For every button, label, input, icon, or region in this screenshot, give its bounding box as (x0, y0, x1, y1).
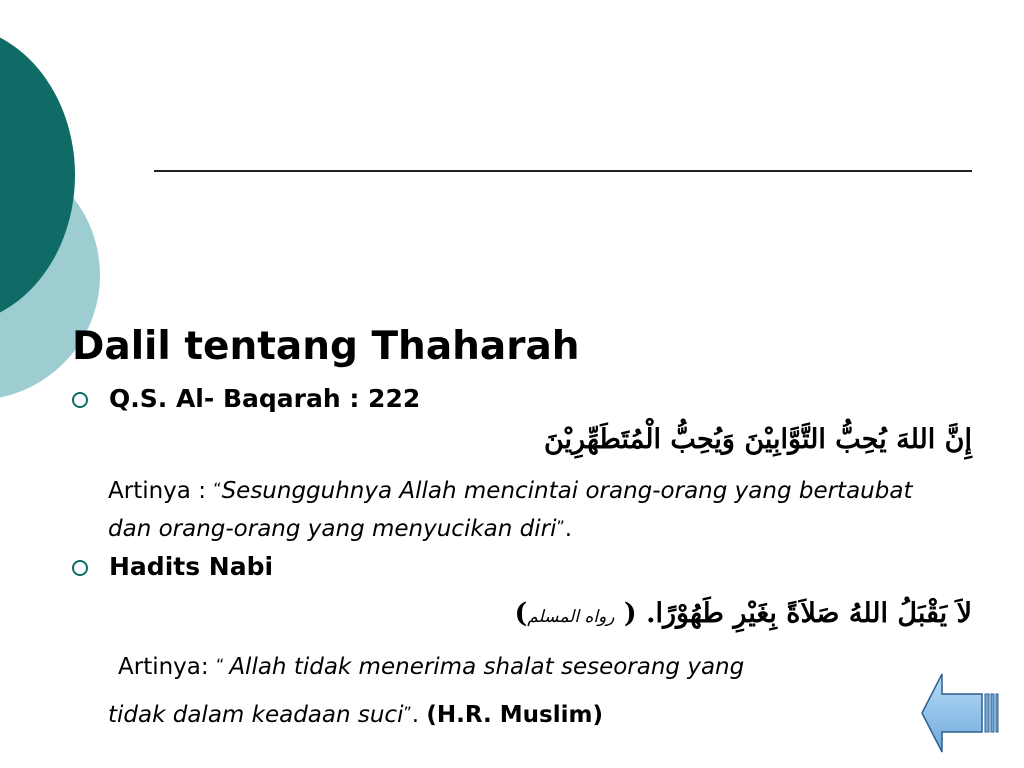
slide-title: Dalil tentang Thaharah (72, 324, 580, 369)
narrator-close: ) (514, 598, 528, 629)
translation-prefix: Artinya : (108, 478, 214, 504)
narrator-open: ( (614, 598, 647, 629)
title-divider (154, 170, 972, 172)
open-quote: “ (213, 479, 222, 498)
back-arrow-icon (920, 672, 1002, 754)
translation-prefix: Artinya: (118, 654, 216, 680)
close-quote: ” (556, 517, 565, 536)
translation-mid: . (411, 702, 427, 728)
back-button[interactable] (920, 672, 1002, 754)
arabic-verse (544, 420, 972, 460)
translation-text-1: Allah tidak menerima shalat seseorang yang (229, 654, 745, 680)
hadith-source: (H.R. Muslim) (426, 702, 603, 728)
translation-hadith-line2 (108, 695, 603, 733)
bullet-icon (72, 392, 88, 408)
bullet-icon (72, 560, 88, 576)
arabic-hadith-text: لاَ يَقْبَلُ اللهُ صَلاَةً بِغَيْرِ طَهُوْرًا. (646, 598, 972, 629)
translation-quran (108, 471, 938, 547)
close-quote: ” (403, 703, 412, 722)
translation-end: . (564, 516, 573, 542)
hadith-narrator: رواه المسلم (527, 607, 615, 627)
open-quote: “ (215, 655, 230, 674)
arabic-verse-text: إِنَّ اللهَ يُحِبُّ التَّوَّابِيْنَ وَيُحِبُّ الْمُتَطَهِّرِيْنَ (543, 424, 972, 455)
translation-text-2: tidak dalam keadaan suci (108, 702, 404, 728)
arabic-hadith (514, 592, 972, 639)
translation-text: Sesungguhnya Allah mencintai orang-orang yang bertaubat dan orang-orang yang menyucikan diri (108, 478, 913, 542)
translation-hadith-line1 (118, 647, 938, 685)
section-heading-quran: Q.S. Al- Baqarah : 222 (109, 384, 421, 413)
section-heading-hadith: Hadits Nabi (109, 552, 274, 581)
